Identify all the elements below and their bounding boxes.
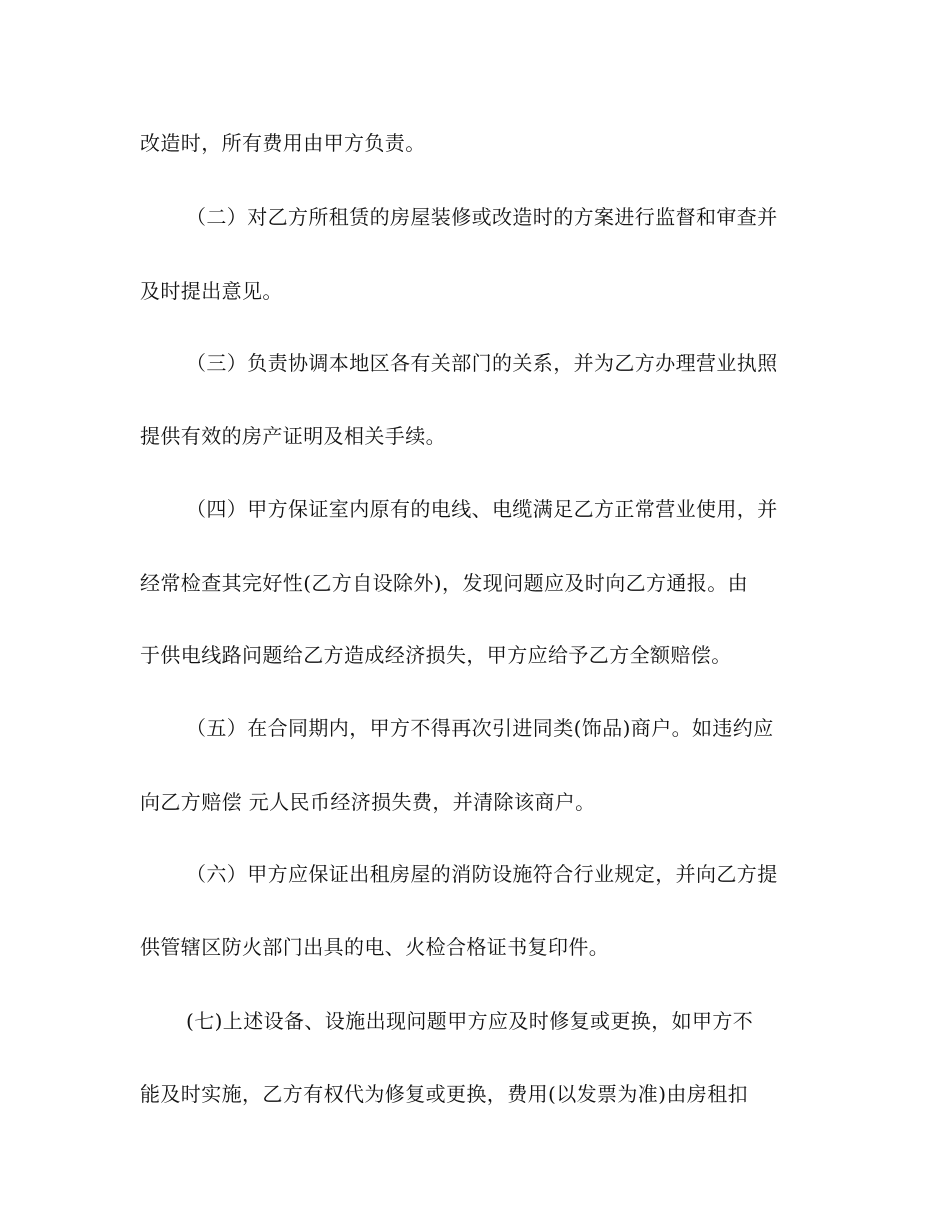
clause-5-line: （五）在合同期内，甲方不得再次引进同类(饰品)商户。如违约应 bbox=[186, 716, 774, 740]
clause-4-line: （四）甲方保证室内原有的电线、电缆满足乙方正常营业使用，并 bbox=[186, 497, 778, 521]
paragraph-line: 改造时，所有费用由甲方负责。 bbox=[140, 131, 426, 155]
clause-2-line: （二）对乙方所租赁的房屋装修或改造时的方案进行监督和审查并 bbox=[186, 205, 778, 229]
paragraph-line: 供管辖区防火部门出具的电、火检合格证书复印件。 bbox=[140, 935, 610, 959]
paragraph-line: 于供电线路问题给乙方造成经济损失，甲方应给予乙方全额赔偿。 bbox=[140, 643, 732, 667]
paragraph-line: 提供有效的房产证明及相关手续。 bbox=[140, 424, 446, 448]
clause-3-line: （三）负责协调本地区各有关部门的关系，并为乙方办理营业执照 bbox=[186, 351, 778, 375]
paragraph-line: 及时提出意见。 bbox=[140, 279, 283, 303]
paragraph-line: 能及时实施，乙方有权代为修复或更换，费用(以发票为准)由房租扣 bbox=[140, 1082, 749, 1106]
clause-6-line: （六）甲方应保证出租房屋的消防设施符合行业规定，并向乙方提 bbox=[186, 862, 778, 886]
paragraph-line: 经常检查其完好性(乙方自设除外)，发现问题应及时向乙方通报。由 bbox=[140, 571, 749, 595]
paragraph-line: 向乙方赔偿 元人民币经济损失费，并清除该商户。 bbox=[140, 790, 596, 814]
clause-7-line: (七)上述设备、设施出现问题甲方应及时修复或更换，如甲方不 bbox=[186, 1009, 754, 1033]
